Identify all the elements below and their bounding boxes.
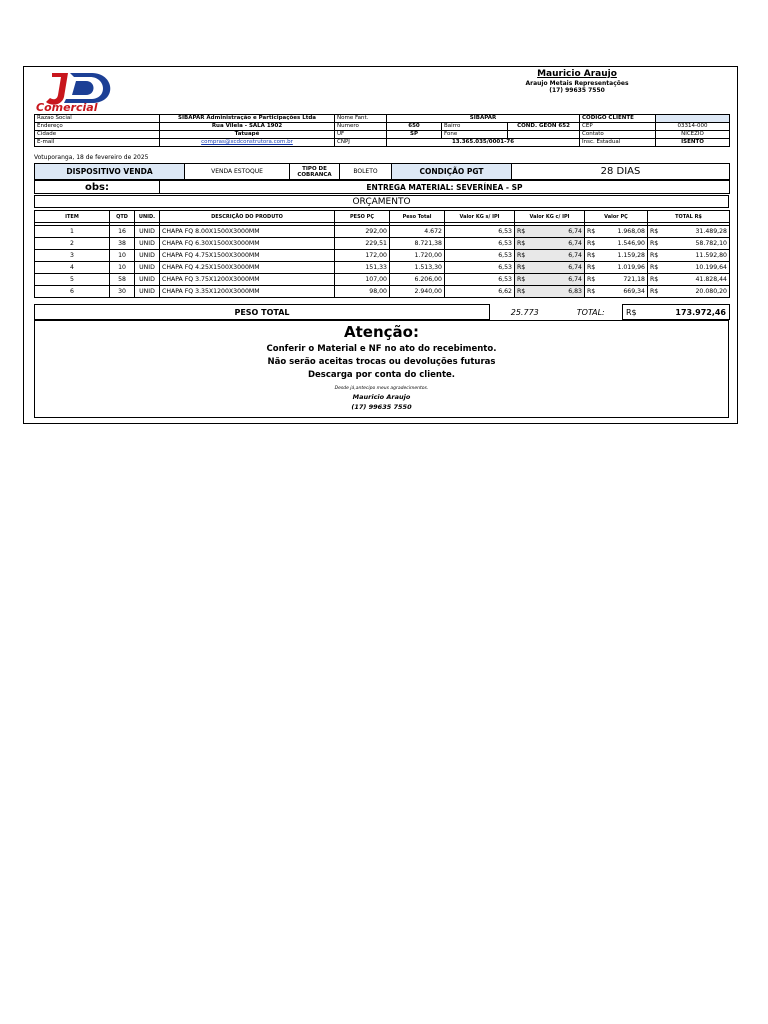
cell-unid: UNID <box>135 226 160 238</box>
nome-fant-label: Nome Fant. <box>335 115 387 123</box>
currency-symbol: R$ <box>517 288 526 295</box>
cell-valor-pc: 1.159,28 <box>617 252 645 259</box>
fone-label: Fone <box>442 131 508 139</box>
sender-phone: (17) 99635 7550 <box>549 87 605 94</box>
currency-symbol: R$ <box>517 252 526 259</box>
cell-kg-c: 6,74 <box>568 264 582 271</box>
numero-label: Numero <box>335 123 387 131</box>
cell-unid: UNID <box>135 286 160 298</box>
currency-symbol: R$ <box>517 276 526 283</box>
cell-peso-total: 6.206,00 <box>390 274 445 286</box>
cell-item: 1 <box>35 226 110 238</box>
column-header: TOTAL R$ <box>648 211 730 223</box>
cell-qtd: 38 <box>110 238 135 250</box>
cell-kg-c: 6,74 <box>568 252 582 259</box>
cidade-value: Tatuapé <box>160 131 335 139</box>
contato-value: NICÉZIO <box>656 131 730 139</box>
razao-label: Razao Social <box>35 115 160 123</box>
column-header: QTD <box>110 211 135 223</box>
cell-desc: CHAPA FQ 3.75X1200X3000MM <box>160 274 335 286</box>
cell-item: 5 <box>35 274 110 286</box>
cell-item: 3 <box>35 250 110 262</box>
orcamento-title: ORÇAMENTO <box>34 195 729 208</box>
column-header: PESO PÇ <box>335 211 390 223</box>
currency-symbol: R$ <box>517 228 526 235</box>
sender-block <box>477 69 677 94</box>
cnpj-value: 13.365.035/0001-76 <box>387 139 580 147</box>
cell-kg-s: 6,53 <box>445 274 515 286</box>
cell-peso-pc: 107,00 <box>335 274 390 286</box>
cell-valor-pc: 1.968,08 <box>617 228 645 235</box>
cell-kg-s: 6,62 <box>445 286 515 298</box>
cell-desc: CHAPA FQ 3.35X1200X3000MM <box>160 286 335 298</box>
cep-value: 03314-000 <box>656 123 730 131</box>
column-header: Valor PÇ <box>585 211 648 223</box>
column-header: UNID. <box>135 211 160 223</box>
cell-kg-s: 6,53 <box>445 238 515 250</box>
signature-phone: (17) 99635 7550 <box>351 403 412 411</box>
cell-total: 10.199,64 <box>695 264 727 271</box>
cep-label: CEP <box>580 123 656 131</box>
fone-value <box>508 131 580 139</box>
cell-peso-total: 1.513,30 <box>390 262 445 274</box>
obs-row <box>34 180 730 194</box>
currency-symbol: R$ <box>650 228 659 235</box>
tipo-label: TIPO DE COBRANCA <box>290 164 340 180</box>
cell-qtd: 30 <box>110 286 135 298</box>
column-header: Peso Total <box>390 211 445 223</box>
date-line: Votuporanga, 18 de fevereiro de 2025 <box>34 154 149 161</box>
cell-peso-total: 2.940,00 <box>390 286 445 298</box>
endereco-value: Rua Vilela - SALA 1902 <box>160 123 335 131</box>
column-header: Valor KG s/ IPI <box>445 211 515 223</box>
cell-total: 11.592,80 <box>695 252 727 259</box>
dispositivo-label: DISPOSITIVO VENDA <box>35 164 185 180</box>
thanks-text: Desde já,antecipo meus agradecimentos. <box>334 386 429 391</box>
column-header: Valor KG c/ IPI <box>515 211 585 223</box>
logo-text: Comercial <box>36 101 98 113</box>
cell-peso-total: 8.721,38 <box>390 238 445 250</box>
razao-value: SIBAPAR Administração e Participações Ltda <box>160 115 335 123</box>
currency-symbol: R$ <box>650 264 659 271</box>
attention-box <box>34 320 729 418</box>
attention-line-1: Conferir o Material e NF no ato do recebimento. <box>266 344 497 354</box>
cell-qtd: 10 <box>110 262 135 274</box>
cell-desc: CHAPA FQ 4.25X1500X3000MM <box>160 262 335 274</box>
endereco-label: Endereço <box>35 123 160 131</box>
cell-valor-pc: 1.546,90 <box>617 240 645 247</box>
signature-name: Mauricio Araujo <box>352 393 411 401</box>
cell-desc: CHAPA FQ 8.00X1500X3000MM <box>160 226 335 238</box>
bairro-value: COND. GEON 652 <box>508 123 580 131</box>
cell-qtd: 58 <box>110 274 135 286</box>
cell-qtd: 10 <box>110 250 135 262</box>
cell-total: 41.828,44 <box>695 276 727 283</box>
cell-qtd: 16 <box>110 226 135 238</box>
venda-value: VENDA ESTOQUE <box>185 164 290 180</box>
column-header: ITEM <box>35 211 110 223</box>
total-label: TOTAL: <box>576 307 605 317</box>
currency-symbol: R$ <box>650 276 659 283</box>
currency-symbol: R$ <box>587 276 596 283</box>
cell-peso-pc: 172,00 <box>335 250 390 262</box>
total-value: 173.972,46 <box>675 307 726 317</box>
cell-item: 2 <box>35 238 110 250</box>
currency-symbol: R$ <box>587 288 596 295</box>
cell-valor-pc: 669,34 <box>623 288 645 295</box>
obs-value: ENTREGA MATERIAL: SEVERÍNEA - SP <box>160 181 730 194</box>
email-link[interactable]: compras@xcdconstrutora.com.br <box>201 139 293 145</box>
cidade-label: Cidade <box>35 131 160 139</box>
currency-symbol: R$ <box>587 240 596 247</box>
total-currency: R$ <box>626 307 637 317</box>
currency-symbol: R$ <box>650 252 659 259</box>
jd-comercial-logo <box>34 69 124 113</box>
attention-line-2: Não serão aceitas trocas ou devoluções futuras <box>267 357 496 367</box>
obs-label: obs: <box>35 181 160 194</box>
currency-symbol: R$ <box>587 252 596 259</box>
peso-total-label: PESO TOTAL <box>35 305 490 320</box>
client-info-table <box>34 114 730 147</box>
cell-peso-pc: 151,33 <box>335 262 390 274</box>
cell-peso-pc: 229,51 <box>335 238 390 250</box>
cell-total: 20.080,20 <box>695 288 727 295</box>
cell-kg-c: 6,83 <box>568 288 582 295</box>
cnpj-label: CNPJ <box>335 139 387 147</box>
numero-value: 650 <box>387 123 442 131</box>
table-row <box>35 274 730 286</box>
cell-peso-total: 4.672 <box>390 226 445 238</box>
cell-kg-c: 6,74 <box>568 228 582 235</box>
sales-row <box>34 163 730 180</box>
attention-title: Atenção: <box>344 323 419 341</box>
cell-valor-pc: 721,18 <box>623 276 645 283</box>
condicao-value: 28 DIAS <box>512 164 730 180</box>
currency-symbol: R$ <box>517 264 526 271</box>
cell-kg-s: 6,53 <box>445 262 515 274</box>
cell-item: 4 <box>35 262 110 274</box>
currency-symbol: R$ <box>587 228 596 235</box>
table-row <box>35 226 730 238</box>
table-row <box>35 286 730 298</box>
table-row <box>35 250 730 262</box>
insc-label: Insc. Estadual <box>580 139 656 147</box>
items-table <box>34 210 730 298</box>
peso-total-value: 25.773 <box>510 307 539 317</box>
cell-total: 31.489,28 <box>695 228 727 235</box>
table-row <box>35 238 730 250</box>
tipo-value: BOLETO <box>340 164 392 180</box>
cell-peso-pc: 292,00 <box>335 226 390 238</box>
codigo-label: CÓDIGO CLIENTE <box>580 115 656 123</box>
uf-value: SP <box>387 131 442 139</box>
sender-company: Araujo Metais Representações <box>525 80 629 87</box>
cell-peso-total: 1.720,00 <box>390 250 445 262</box>
cell-kg-c: 6,74 <box>568 240 582 247</box>
insc-value: ISENTO <box>656 139 730 147</box>
cell-unid: UNID <box>135 250 160 262</box>
currency-symbol: R$ <box>650 240 659 247</box>
cell-unid: UNID <box>135 238 160 250</box>
totals-row <box>34 304 730 320</box>
cell-peso-pc: 98,00 <box>335 286 390 298</box>
cell-unid: UNID <box>135 262 160 274</box>
nome-fant-value: SIBAPAR <box>387 115 580 123</box>
column-header: DESCRIÇÃO DO PRODUTO <box>160 211 335 223</box>
sender-name: Mauricio Araujo <box>537 69 617 79</box>
currency-symbol: R$ <box>587 264 596 271</box>
cell-desc: CHAPA FQ 4.75X1500X3000MM <box>160 250 335 262</box>
condicao-label: CONDIÇÃO PGT <box>392 164 512 180</box>
cell-kg-s: 6,53 <box>445 250 515 262</box>
attention-line-3: Descarga por conta do cliente. <box>307 370 455 380</box>
quote-sheet <box>23 66 738 424</box>
cell-total: 58.782,10 <box>695 240 727 247</box>
table-row <box>35 262 730 274</box>
cell-valor-pc: 1.019,96 <box>617 264 645 271</box>
contato-label: Contato <box>580 131 656 139</box>
cell-unid: UNID <box>135 274 160 286</box>
bairro-label: Bairro <box>442 123 508 131</box>
email-label: E-mail <box>35 139 160 147</box>
cell-item: 6 <box>35 286 110 298</box>
cell-desc: CHAPA FQ 6.30X1500X3000MM <box>160 238 335 250</box>
currency-symbol: R$ <box>517 240 526 247</box>
currency-symbol: R$ <box>650 288 659 295</box>
uf-label: UF <box>335 131 387 139</box>
cell-kg-c: 6,74 <box>568 276 582 283</box>
cell-kg-s: 6,53 <box>445 226 515 238</box>
codigo-value <box>656 115 730 123</box>
